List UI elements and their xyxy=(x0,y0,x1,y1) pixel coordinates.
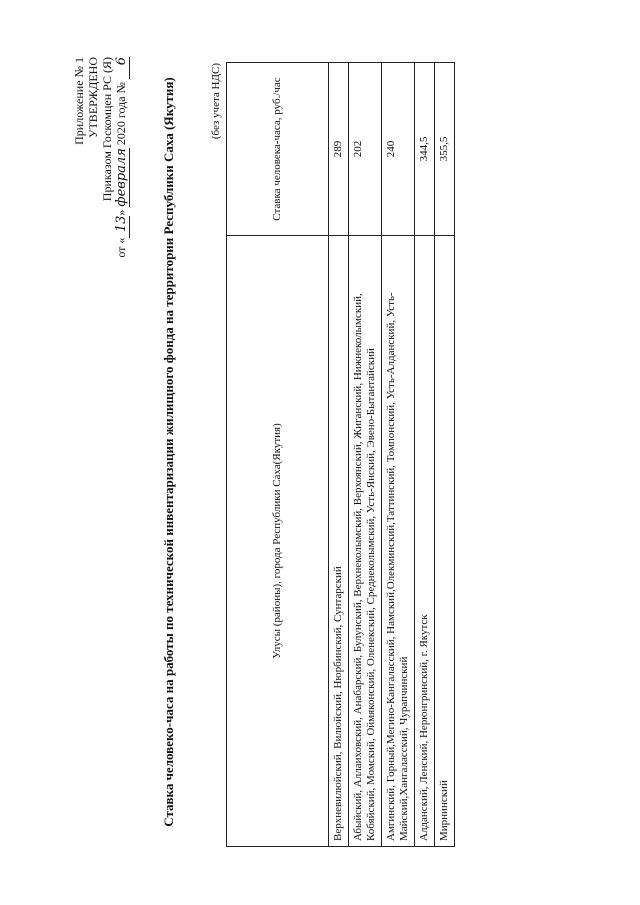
column-header-regions: Улусы (районы), города Республики Саха(Якутия) xyxy=(227,236,329,847)
document-title: Ставка человеко-часа на работы по технической инвентаризации жилищного фонда на территории Республики Саха (Якутия) xyxy=(161,77,176,827)
regions-cell: Мирнинский xyxy=(435,236,455,847)
order-date xyxy=(114,57,130,258)
rate-cell: 355,5 xyxy=(435,63,455,236)
table-header-row xyxy=(227,63,329,847)
rotated-document xyxy=(60,37,580,867)
table-row xyxy=(382,63,415,847)
order-label: Приказом Госкомцен РС (Я) xyxy=(100,57,114,202)
regions-cell: Абыйский, Аллаиховский, Анабарский, Булунский, Верхнеколымский, Верхоянский, Жиганский, Нижнеколымский, Кобяйский, Момский, Оймяконский, Оленекский, Среднеколымский, Усть-Янский, Эвено-Бытантайский xyxy=(349,236,382,847)
order-number: 6 xyxy=(115,57,130,79)
date-day: 13 xyxy=(115,216,130,238)
rate-cell: 289 xyxy=(329,63,349,236)
date-prefix: от « xyxy=(114,237,128,258)
column-header-rate: Ставка человека-часа, руб./час xyxy=(227,63,329,236)
regions-cell: Амгинский, Горный,Мегино-Кангаласский, Намский,Олекминский,Таттинский, Томпонский, Усть-Алданский, Усть-Майский,Хангаласский, Чурапчинский xyxy=(382,236,415,847)
table-row xyxy=(349,63,382,847)
date-month: февраля xyxy=(114,148,129,207)
approved-label: УТВЕРЖДЕНО xyxy=(86,57,100,139)
rate-cell: 240 xyxy=(382,63,415,236)
table-row xyxy=(329,63,349,847)
date-mid: » xyxy=(114,209,128,216)
date-suffix: 2020 года № xyxy=(114,82,128,146)
rate-cell: 344,5 xyxy=(415,63,435,236)
rate-cell: 202 xyxy=(349,63,382,236)
regions-cell: Верхневилюйский, Вилюйский, Нюрбинский, Сунтарский xyxy=(329,236,349,847)
regions-cell: Алданский, Ленский, Нерюнгринский, г. Якутск xyxy=(415,236,435,847)
table-row xyxy=(415,63,435,847)
rates-table xyxy=(226,62,455,847)
approval-header xyxy=(72,57,130,258)
appendix-label: Приложение № 1 xyxy=(72,57,86,145)
table-row xyxy=(435,63,455,847)
vat-note: (без учета НДС) xyxy=(210,63,222,140)
